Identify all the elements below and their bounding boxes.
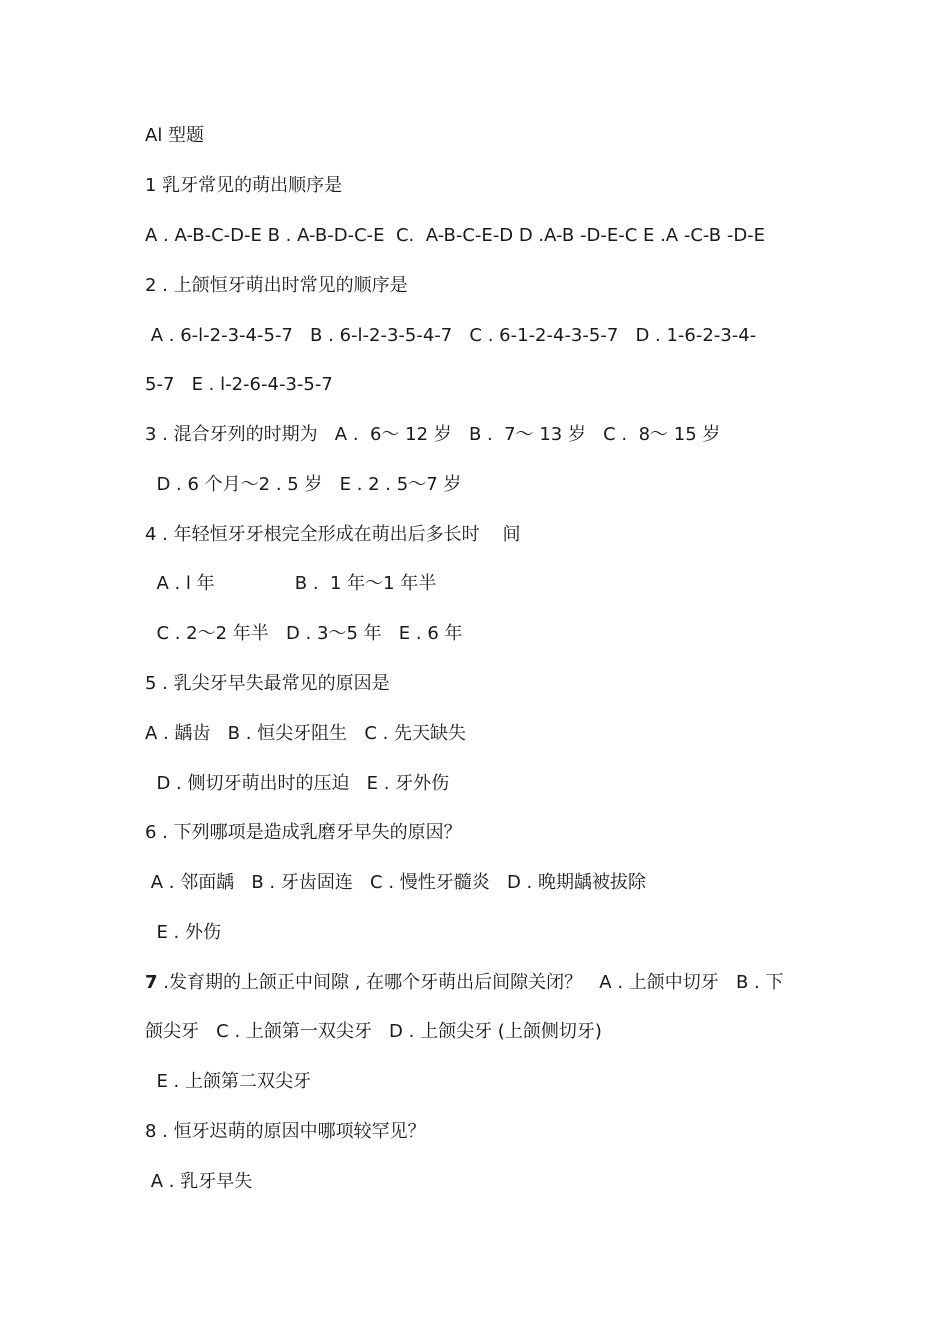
question-1: 1 乳牙常见的萌出顺序是	[145, 175, 343, 196]
question-8: 8 . 恒牙迟萌的原因中哪项较罕见？	[145, 1121, 426, 1142]
question-8-option-a: A . 乳牙早失	[145, 1171, 253, 1192]
question-6: 6 . 下列哪项是造成乳磨牙早失的原因？	[145, 822, 462, 843]
question-7-options: 颌尖牙 C . 上颌第一双尖牙 D . 上颌尖牙 (上颌侧切牙)	[145, 1021, 602, 1042]
question-4-options-c: C . 2～2 年半 D . 3～5 年 E . 6 年	[145, 623, 463, 644]
question-3-options: D . 6 个月～2 . 5 岁 E . 2 . 5～7 岁	[145, 474, 462, 495]
section-heading: Al 型题	[145, 125, 205, 146]
question-7-text: .发育期的上颌正中间隙 , 在哪个牙萌出后间隙关闭？ A . 上颌中切牙 B . 下	[157, 972, 784, 993]
question-7	[145, 971, 783, 995]
question-2: 2 . 上颌恒牙萌出时常见的顺序是	[145, 275, 408, 296]
question-7-number: 7	[145, 972, 158, 993]
question-3: 3 . 混合牙列的时期为 A . 6～ 12 岁 B . 7～ 13 岁 C . 8～ 15 岁	[145, 424, 721, 445]
question-7-option-e: E . 上颌第二双尖牙	[145, 1071, 311, 1092]
question-2-options: A . 6-l-2-3-4-5-7 B . 6-l-2-3-5-4-7 C . 6-1-2-4-3-5-7 D . 1-6-2-3-4-	[145, 325, 757, 346]
question-2-options-cont: 5-7 E . l-2-6-4-3-5-7	[145, 374, 333, 395]
question-5-options-a: A . 龋齿 B . 恒尖牙阻生 C . 先天缺失	[145, 723, 467, 744]
question-5: 5 . 乳尖牙早失最常见的原因是	[145, 673, 390, 694]
question-6-options: A . 邻面龋 B . 牙齿固连 C . 慢性牙髓炎 D . 晚期龋被拔除	[145, 872, 646, 893]
question-1-options: A . A-B-C-D-E B . A-B-D-C-E C. A-B-C-E-D D .A-B -D-E-C E .A -C-B -D-E	[145, 225, 766, 246]
question-6-option-e: E . 外伤	[145, 922, 221, 943]
question-4: 4 . 年轻恒牙牙根完全形成在萌出后多长时 间	[145, 524, 521, 545]
question-5-options-d: D . 侧切牙萌出时的压迫 E . 牙外伤	[145, 773, 450, 794]
question-4-options-a: A . l 年 B . 1 年～1 年半	[145, 573, 437, 594]
